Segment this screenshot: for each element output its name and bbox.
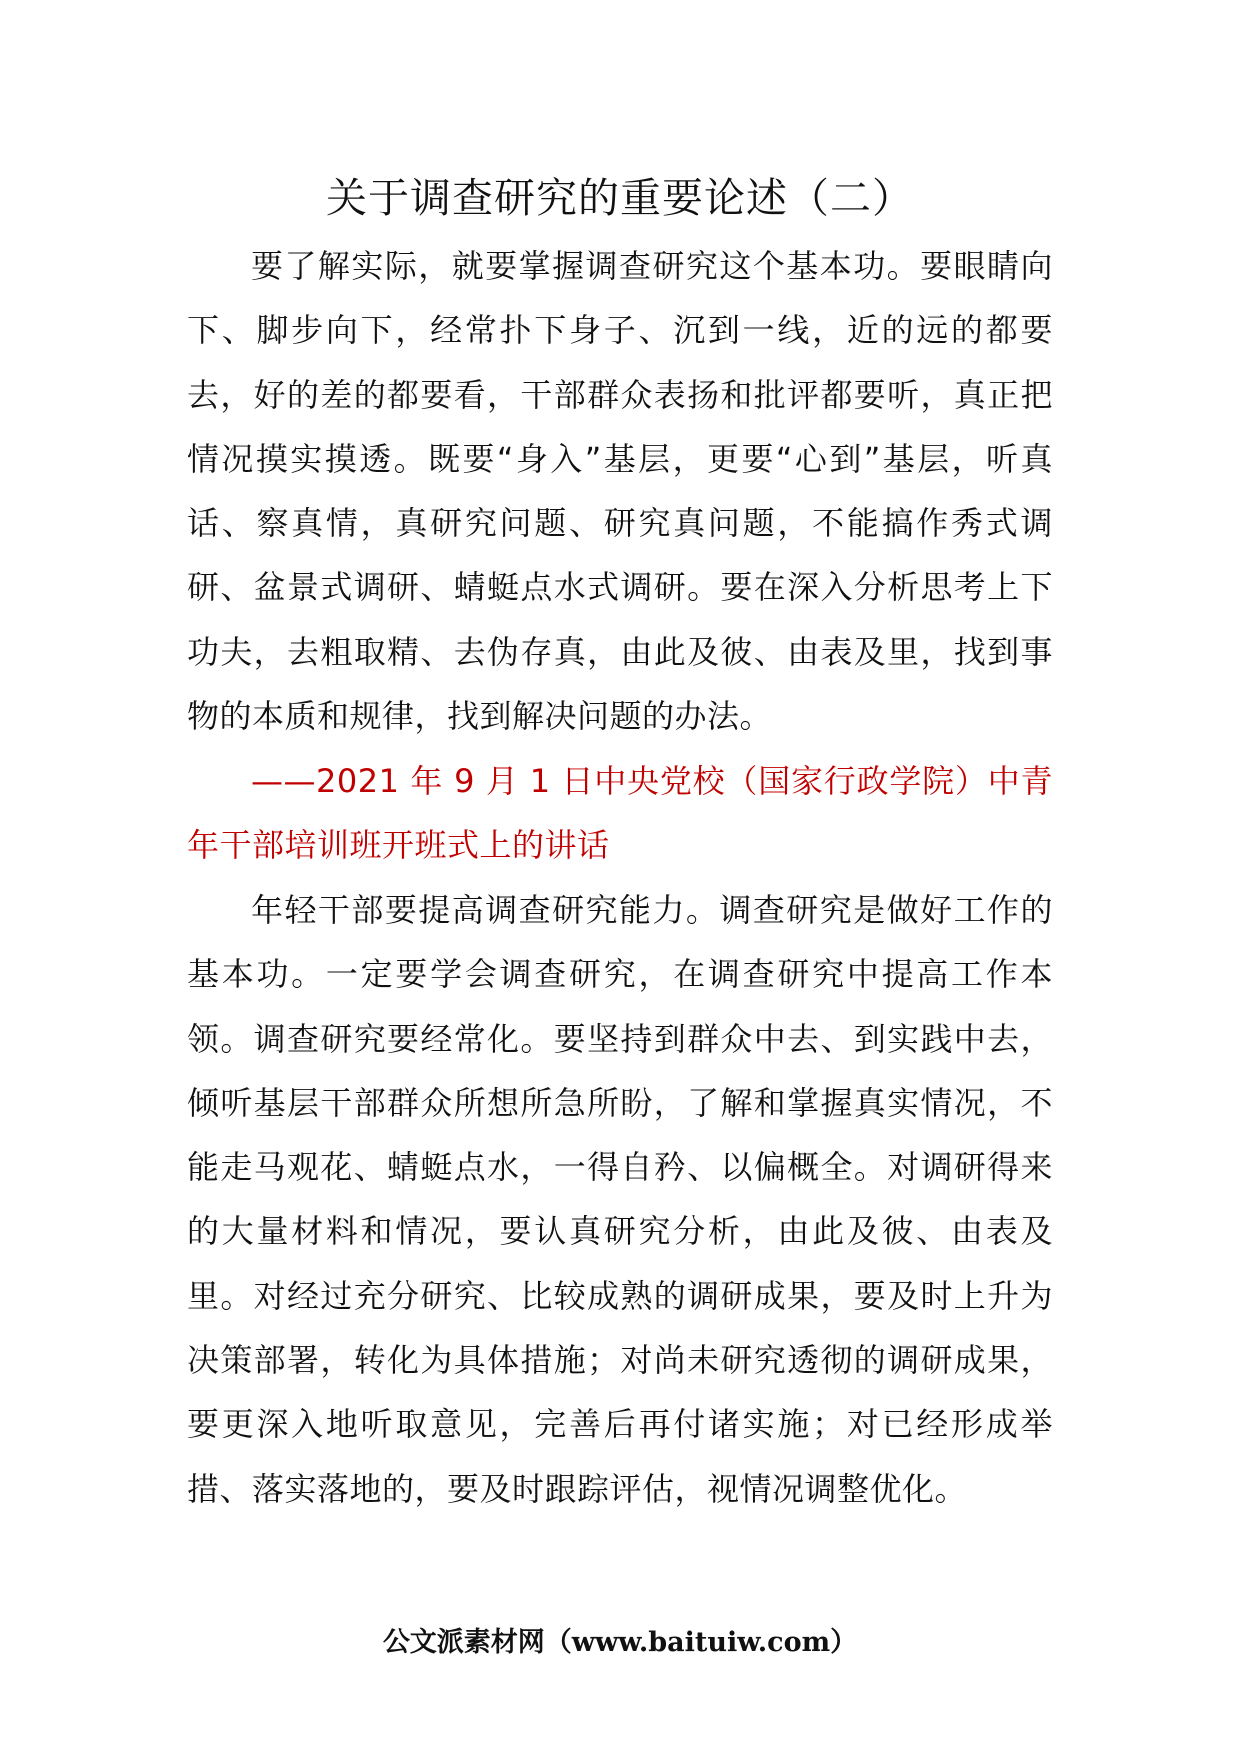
source-citation: ——2021 年 9 月 1 日中央党校（国家行政学院）中青年干部培训班开班式上的讲话 [187, 762, 1053, 865]
footer-watermark: 公文派素材网（www.baituiw.com） [382, 1627, 858, 1658]
document-title: 关于调查研究的重要论述（二） [326, 174, 914, 222]
paragraph-1: 要了解实际，就要掌握调查研究这个基本功。要眼睛向下、脚步向下，经常扑下身子、沉到一线，近的远的都要去，好的差的都要看，干部群众表扬和批评都要听，真正把情况摸实摸透。既要“身入”基层，更要“心到”基层，听真话、察真情，真研究问题、研究真问题，不能搞作秀式调研、盆景式调研、蜻蜓点水式调研。要在深入分析思考上下功夫，去粗取精、去伪存真，由此及彼、由表及里，找到事物的本质和规律，找到解决问题的办法。 [187, 247, 1053, 736]
paragraph-2: 年轻干部要提高调查研究能力。调查研究是做好工作的基本功。一定要学会调查研究，在调查研究中提高工作本领。调查研究要经常化。要坚持到群众中去、到实践中去，倾听基层干部群众所想所急所盼，了解和掌握真实情况，不能走马观花、蜻蜓点水，一得自矜、以偏概全。对调研得来的大量材料和情况，要认真研究分析，由此及彼、由表及里。对经过充分研究、比较成熟的调研成果，要及时上升为决策部署，转化为具体措施；对尚未研究透彻的调研成果，要更深入地听取意见，完善后再付诸实施；对已经形成举措、落实落地的，要及时跟踪评估，视情况调整优化。 [187, 891, 1053, 1508]
